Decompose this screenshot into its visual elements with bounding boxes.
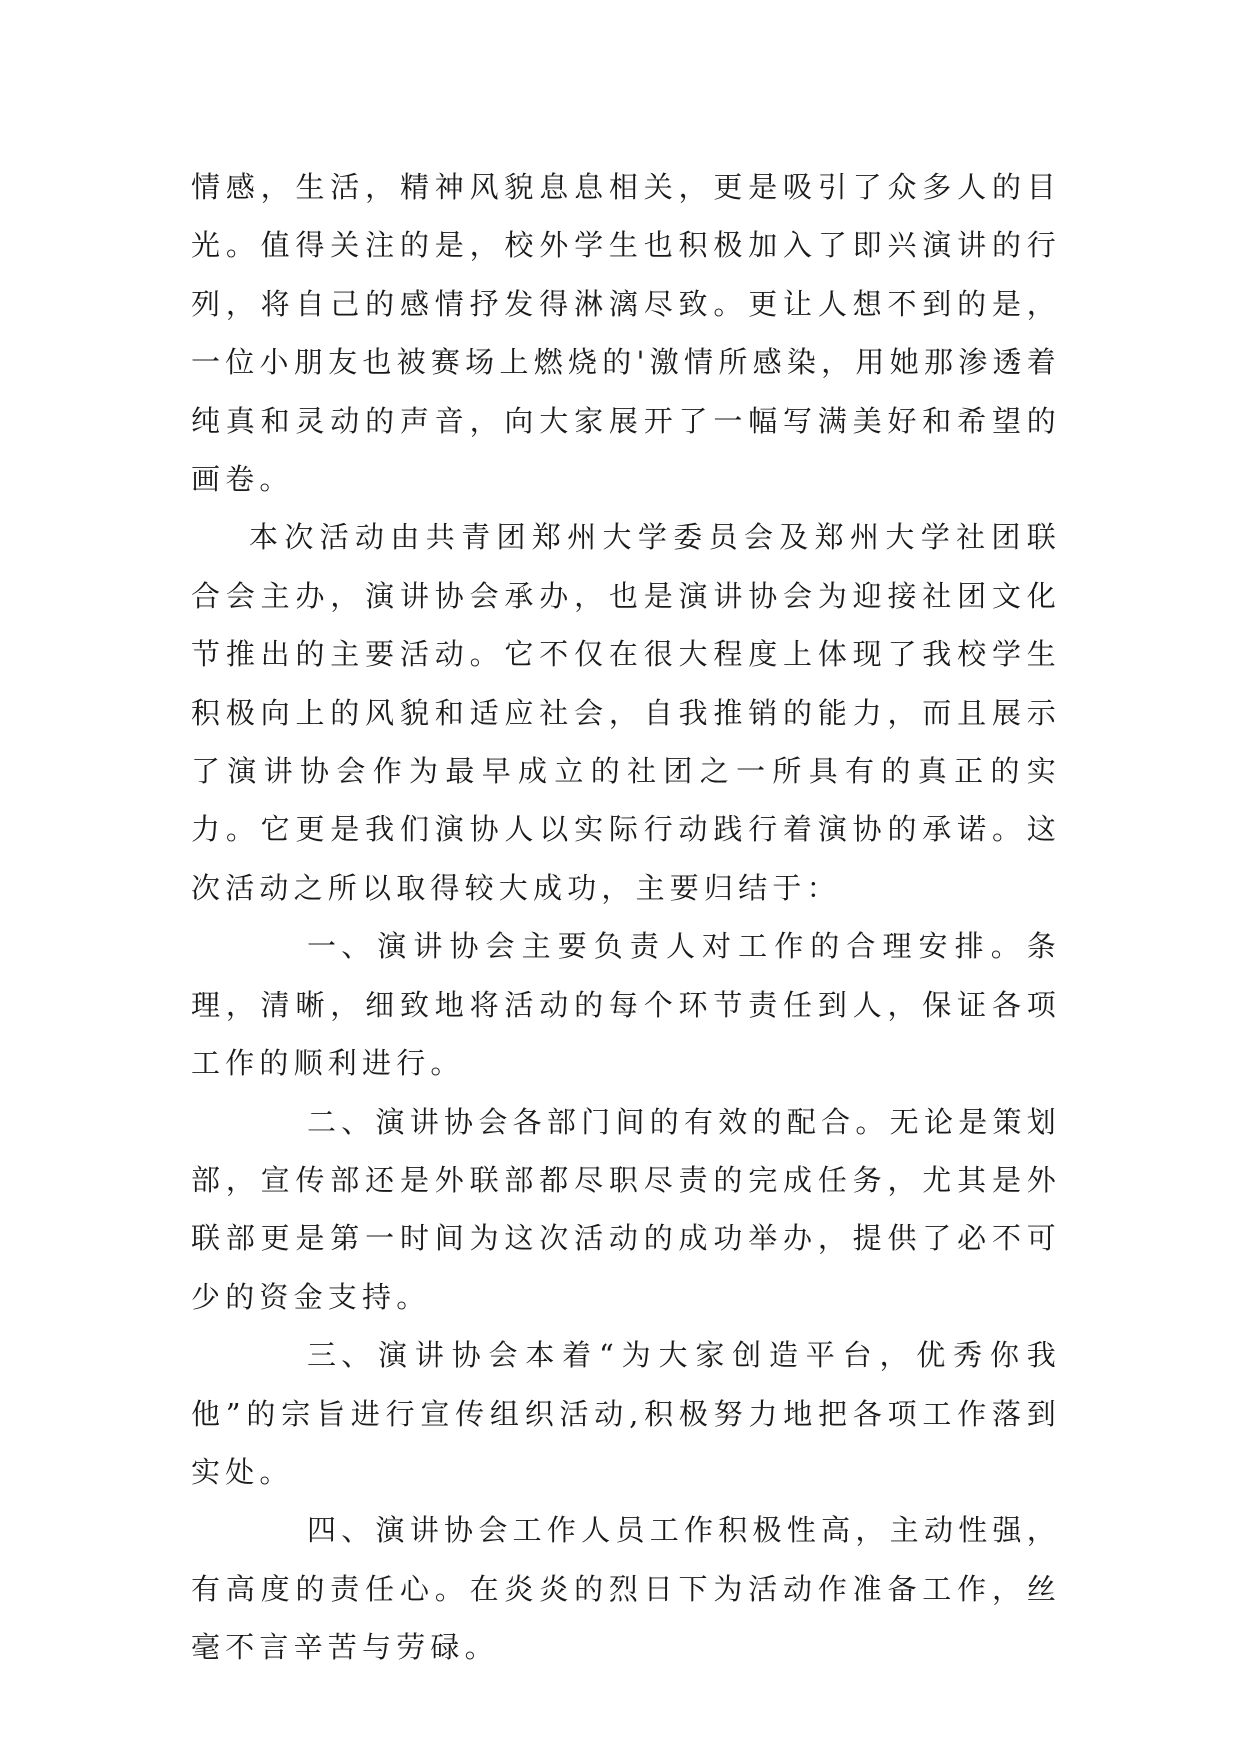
list-item-number: 四、 [307,1513,376,1548]
list-item-4 [191,1501,1061,1676]
list-item-3 [191,1326,1061,1501]
list-item-2 [191,1093,1061,1327]
list-item-1 [191,917,1061,1092]
list-item-number: 二、 [307,1104,376,1139]
list-item-number: 三、 [307,1338,376,1373]
paragraph-event-organizers: 本次活动由共青团郑州大学委员会及郑州大学社团联合会主办，演讲协会承办，也是演讲协会为迎接社团文化节推出的主要活动。它不仅在很大程度上体现了我校学生积极向上的风貌和适应社会，自我推销的能力，而且展示了演讲协会作为最早成立的社团之一所具有的真正的实力。它更是我们演协人以实际行动践行着演协的承诺。这次活动之所以取得较大成功，主要归结于： [191,520,1061,905]
list-item-text: 演讲协会本着“为大家创造平台，优秀你我他”的宗旨进行宣传组织活动,积极努力地把各项工作落到实处。 [191,1338,1061,1489]
list-item-number: 一、 [307,929,376,964]
list-item-text: 演讲协会各部门间的有效的配合。无论是策划部，宣传部还是外联部都尽职尽责的完成任务，尤其是外联部更是第一时间为这次活动的成功举办，提供了必不可少的资金支持。 [191,1104,1061,1314]
list-item-text: 演讲协会主要负责人对工作的合理安排。条理，清晰，细致地将活动的每个环节责任到人，保证各项工作的顺利进行。 [191,929,1061,1081]
list-item-text: 演讲协会工作人员工作积极性高，主动性强，有高度的责任心。在炎炎的烈日下为活动作准备工作，丝毫不言辛苦与劳碌。 [191,1513,1061,1665]
paragraph-continuation: 情感，生活，精神风貌息息相关，更是吸引了众多人的目光。值得关注的是，校外学生也积极加入了即兴演讲的行列，将自己的感情抒发得淋漓尽致。更让人想不到的是，一位小朋友也被赛场上燃烧的'激情所感染，用她那渗透着纯真和灵动的声音，向大家展开了一幅写满美好和希望的画卷。 [191,170,1061,497]
document-body [191,158,1061,1677]
